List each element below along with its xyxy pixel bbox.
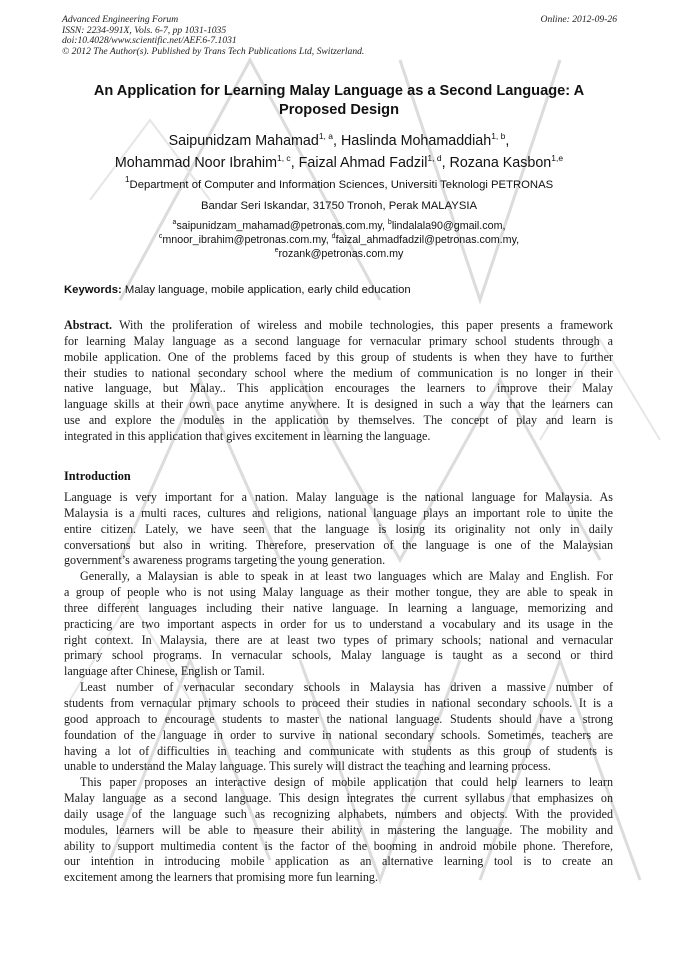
email-sup: b bbox=[387, 219, 392, 226]
introduction-line: Malay language as a second language. This design integrates the current syllabus that emphasizes on bbox=[64, 791, 613, 806]
introduction-line: students from vernacular primary schools to proceed their studies in national secondary schools. It is a bbox=[64, 695, 613, 710]
author-affil-sup: 1, c bbox=[276, 153, 291, 163]
email-link[interactable]: saipunidzam_mahamad@petronas.com.my, bbox=[176, 220, 385, 232]
introduction-line: government’s awareness programs targeting the young generation. bbox=[64, 553, 386, 568]
author-affil-sup: 1,e bbox=[551, 153, 564, 163]
abstract-line: for learning Malay language as a second language for vernacular primary school students through a bbox=[64, 333, 613, 348]
journal-header bbox=[62, 15, 617, 57]
email-sup: a bbox=[172, 219, 177, 226]
author-name: Mohammad Noor Ibrahim bbox=[114, 155, 277, 171]
abstract-line: language skills at their own pace anytime anywhere. It is designed in such a way that the learners can bbox=[64, 397, 613, 412]
email-sup: d bbox=[331, 233, 336, 240]
introduction-line: primary school programs. In vernacular schools, Malay language is taught as a second or third bbox=[64, 648, 613, 663]
author-emails bbox=[40, 219, 638, 261]
email-link[interactable]: mnoor_ibrahim@petronas.com.my, bbox=[162, 234, 329, 246]
abstract-line: their studies to national secondary school where the medium of communication is no longer in their bbox=[64, 365, 613, 380]
introduction-body bbox=[64, 490, 613, 886]
email-link[interactable]: rozank@petronas.com.my bbox=[278, 248, 404, 260]
introduction-line: a group of people who is not using Malay language as their mother tongue, they are able to speak in bbox=[64, 585, 613, 600]
introduction-line: ability to support multimedia content is the factor of the booming in android mobile phone. Therefore, bbox=[64, 838, 613, 853]
abstract-first-line: With the proliferation of wireless and mobile technologies, this paper presents a framework bbox=[119, 318, 613, 332]
introduction-line: language after Chinese, English or Tamil. bbox=[64, 664, 265, 679]
abstract-label: Abstract. bbox=[64, 318, 113, 332]
abstract-line: integrated in this application that gives excitement in learning the language. bbox=[64, 428, 431, 443]
abstract bbox=[64, 318, 613, 445]
author-line-1: Saipunidzam Mahamad$^{1, a}$, Haslinda Mohamaddiah$^{1, b}$, bbox=[168, 131, 510, 149]
journal-name: Advanced Engineering Forum bbox=[62, 14, 179, 25]
abstract-line: mobile application. One of the problems faced by this group of students is when they have to further bbox=[64, 349, 613, 364]
author-affil-sup: 1, d bbox=[427, 153, 442, 163]
introduction-line: foundation of the language in order to survive in national secondary schools. Sometimes, teachers are bbox=[64, 727, 613, 742]
keywords-label: Keywords: bbox=[64, 284, 122, 296]
author-name: Faizal Ahmad Fadzil bbox=[298, 155, 428, 171]
issn-line: ISSN: 2234-991X, Vols. 6-7, pp 1031-1035 bbox=[62, 24, 227, 36]
email-link[interactable]: lindalala90@gmail.com, bbox=[391, 220, 506, 232]
introduction-line: Malaysia is a multi races, cultures and religions, national language plays an important role to unite the bbox=[64, 505, 613, 520]
affiliation-department: Department of Computer and Information Sciences, Universiti Teknologi PETRONAS bbox=[129, 179, 554, 191]
introduction-line: Least number of vernacular secondary schools in Malaysia has driven a massive number of bbox=[80, 680, 613, 695]
email-line-2 bbox=[40, 233, 638, 247]
email-sup: e bbox=[274, 247, 279, 254]
affiliation-line-2: Bandar Seri Iskandar, 31750 Tronoh, Perak MALAYSIA bbox=[200, 200, 478, 212]
introduction-line: practicing are two important aspects in order for us to understand a vocabulary and its usage in the bbox=[64, 616, 613, 631]
email-line-3 bbox=[40, 247, 638, 261]
email-line-1 bbox=[40, 219, 638, 233]
author-name: Rozana Kasbon bbox=[449, 155, 552, 171]
introduction-line: excitement among the learners that promising more fun learning. bbox=[64, 870, 379, 885]
author-name: Saipunidzam Mahamad bbox=[168, 133, 319, 149]
affiliation-sup: 1 bbox=[124, 174, 130, 184]
copyright-line: © 2012 The Author(s). Published by Trans Tech Publications Ltd, Switzerland. bbox=[62, 45, 365, 57]
introduction-line: our intention in introducing mobile application as an alternative learning tool is to create an bbox=[64, 854, 613, 869]
author-list bbox=[40, 130, 638, 174]
affiliation-line-1 bbox=[40, 176, 638, 194]
introduction-line: having a lot of difficulties in teaching and communicate with students as this group of students is bbox=[64, 743, 613, 758]
introduction-line: Generally, a Malaysian is able to speak in at least two languages which are Malay and English. For bbox=[80, 569, 613, 584]
keywords-text: Malay language, mobile application, early child education bbox=[124, 284, 411, 296]
author-line-2: Mohammad Noor Ibrahim$^{1, c}$, Faizal Ahmad Fadzil$^{1, d}$, Rozana Kasbon$^{1,e}$ bbox=[114, 153, 564, 171]
doi-line: doi:10.4028/www.scientific.net/AEF.6-7.1031 bbox=[62, 35, 237, 47]
introduction-line: unable to understand the Malay language. This surely will distract the teaching and learning process. bbox=[64, 759, 551, 774]
title-line-2: Proposed Design bbox=[278, 102, 399, 118]
author-affil-sup: 1, b bbox=[491, 131, 506, 141]
abstract-line: use and explore the modules in the application by themselves. The concept of play and learn is bbox=[64, 413, 613, 428]
introduction-line: right context. In Malaysia, there are at least two types of primary schools; national and vernacular bbox=[64, 632, 613, 647]
author-affil-sup: 1, a bbox=[318, 131, 334, 141]
paper-title bbox=[60, 82, 618, 120]
online-date: Online: 2012-09-26 bbox=[540, 14, 617, 25]
author-name: Haslinda Mohamaddiah bbox=[340, 133, 492, 149]
introduction-line: good approach to encourage students to master the national language. Students should have a strong bbox=[64, 711, 613, 726]
introduction-line: This paper proposes an interactive design of mobile application that could help learners to learn bbox=[80, 775, 613, 790]
affiliation bbox=[40, 176, 638, 215]
introduction-heading: Introduction bbox=[64, 469, 131, 483]
introduction-line: modules, learners will be able to measure their ability in mastering the language. The mobility and bbox=[64, 822, 613, 837]
keywords bbox=[64, 283, 619, 298]
abstract-line bbox=[64, 318, 613, 334]
introduction-line: Language is very important for a nation. Malay language is the national language for Malaysia. As bbox=[64, 490, 613, 504]
email-sup: c bbox=[158, 233, 163, 240]
introduction-line: entire citizen. Lately, we have seen that the language is losing its originality not only in daily bbox=[64, 521, 613, 536]
introduction-line: daily usage of the language such as recognizing alphabets, numbers and objects. With the provided bbox=[64, 806, 613, 821]
introduction-line: three different languages including their native language. In learning a language, memorizing and bbox=[64, 600, 613, 615]
title-line-1: An Application for Learning Malay Language as a Second Language: A bbox=[93, 83, 585, 99]
abstract-line: native language, but Malay.. This application encourages the learners to improve their Malay bbox=[64, 381, 613, 396]
email-link[interactable]: faizal_ahmadfadzil@petronas.com.my, bbox=[335, 234, 520, 246]
introduction-line: conversations but also in writing. Therefore, preservation of the language is one of the Malaysian bbox=[64, 537, 613, 552]
